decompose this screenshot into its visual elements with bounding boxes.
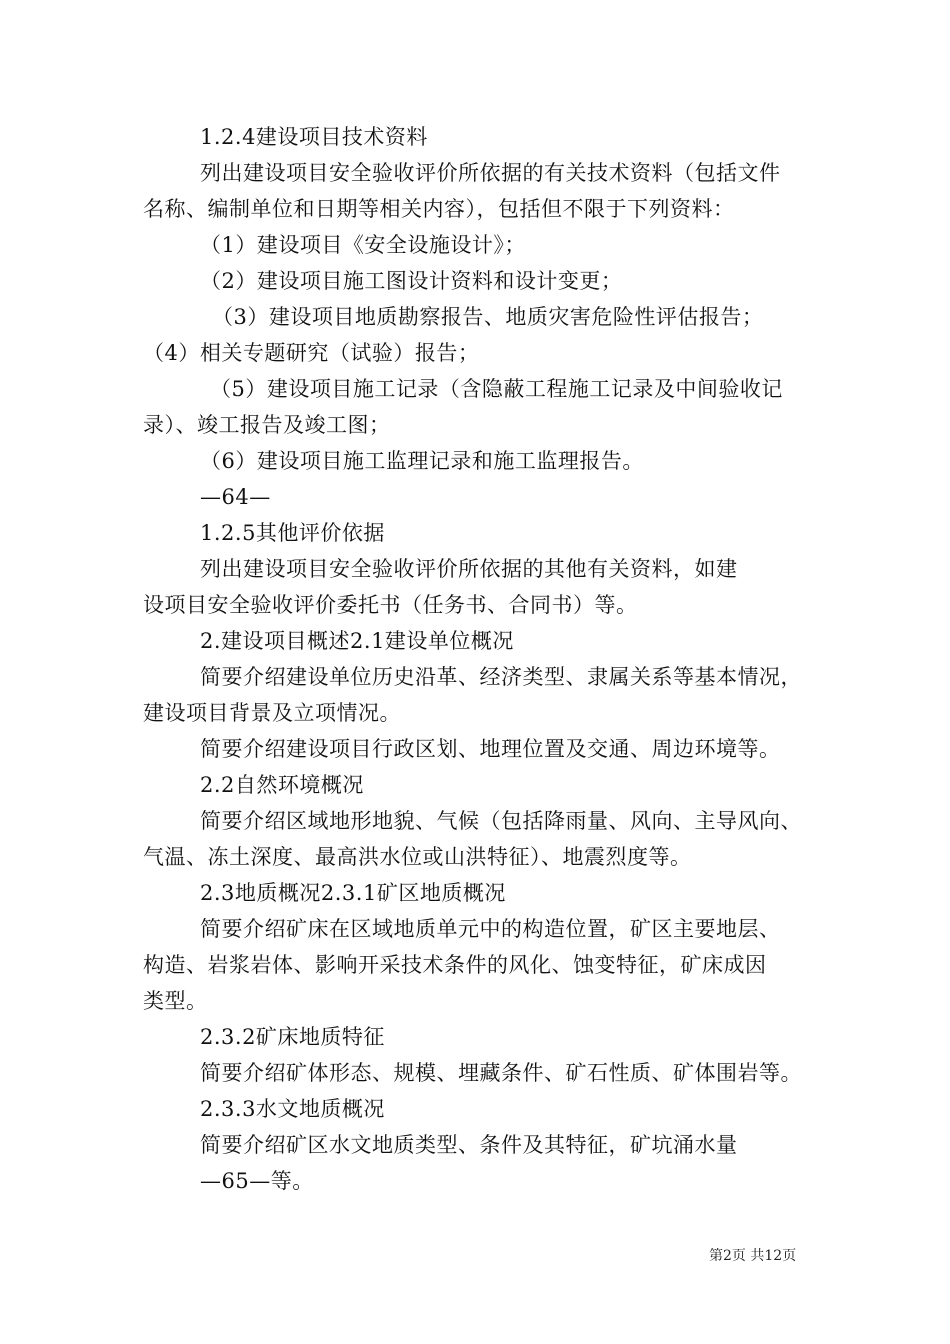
paragraph-line: 构造、岩浆岩体、影响开采技术条件的风化、蚀变特征，矿床成因: [143, 953, 767, 977]
heading-1-2-4: 1.2.4建设项目技术资料: [200, 125, 428, 149]
list-item-2: （2）建设项目施工图设计资料和设计变更；: [200, 269, 623, 293]
heading-2-3-3: 2.3.3水文地质概况: [200, 1097, 385, 1121]
list-item-5-cont: 录）、竣工报告及竣工图；: [143, 413, 391, 437]
list-item-1: （1）建设项目《安全设施设计》；: [200, 233, 526, 257]
paragraph-line: 简要介绍建设项目行政区划、地理位置及交通、周边环境等。: [200, 737, 781, 761]
footer-suffix: 页: [782, 1248, 797, 1264]
paragraph-line: 类型。: [143, 989, 208, 1013]
inline-page-number: —65—等。: [200, 1169, 314, 1193]
list-item-6: （6）建设项目施工监理记录和施工监理报告。: [200, 449, 644, 473]
footer-current-page: 2: [723, 1248, 732, 1264]
heading-2-3-2: 2.3.2矿床地质特征: [200, 1025, 385, 1049]
paragraph-line: 简要介绍区域地形地貌、气候（包括降雨量、风向、主导风向、: [200, 809, 802, 833]
footer-prefix: 第: [709, 1248, 723, 1264]
paragraph-line: 简要介绍矿区水文地质类型、条件及其特征，矿坑涌水量: [200, 1133, 738, 1157]
paragraph-line: 建设项目背景及立项情况。: [143, 701, 401, 725]
paragraph-line: 简要介绍矿体形态、规模、埋藏条件、矿石性质、矿体围岩等。: [200, 1061, 802, 1085]
list-item-3: （3）建设项目地质勘察报告、地质灾害危险性评估报告；: [212, 305, 764, 329]
footer-total-pages: 12: [764, 1248, 783, 1264]
paragraph-line: 名称、编制单位和日期等相关内容），包括但不限于下列资料：: [143, 197, 735, 221]
paragraph-line: 列出建设项目安全验收评价所依据的其他有关资料，如建: [200, 557, 738, 581]
paragraph-line: 简要介绍矿床在区域地质单元中的构造位置，矿区主要地层、: [200, 917, 781, 941]
paragraph-line: 设项目安全验收评价委托书（任务书、合同书）等。: [143, 593, 638, 617]
heading-1-2-5: 1.2.5其他评价依据: [200, 521, 385, 545]
inline-page-number: —64—: [200, 485, 271, 509]
list-item-5: （5）建设项目施工记录（含隐蔽工程施工记录及中间验收记: [210, 377, 783, 401]
footer-middle: 页 共: [731, 1248, 765, 1264]
heading-2-1: 2.建设项目概述2.1建设单位概况: [200, 629, 514, 653]
heading-2-2: 2.2自然环境概况: [200, 773, 364, 797]
heading-2-3: 2.3地质概况2.3.1矿区地质概况: [200, 881, 506, 905]
paragraph-line: 列出建设项目安全验收评价所依据的有关技术资料（包括文件: [200, 161, 781, 185]
page-footer: [709, 1246, 796, 1266]
paragraph-line: 气温、冻土深度、最高洪水位或山洪特征）、地震烈度等。: [143, 845, 692, 869]
paragraph-line: 简要介绍建设单位历史沿革、经济类型、隶属关系等基本情况，: [200, 665, 802, 689]
list-item-4: （4）相关专题研究（试验）报告；: [143, 341, 480, 365]
